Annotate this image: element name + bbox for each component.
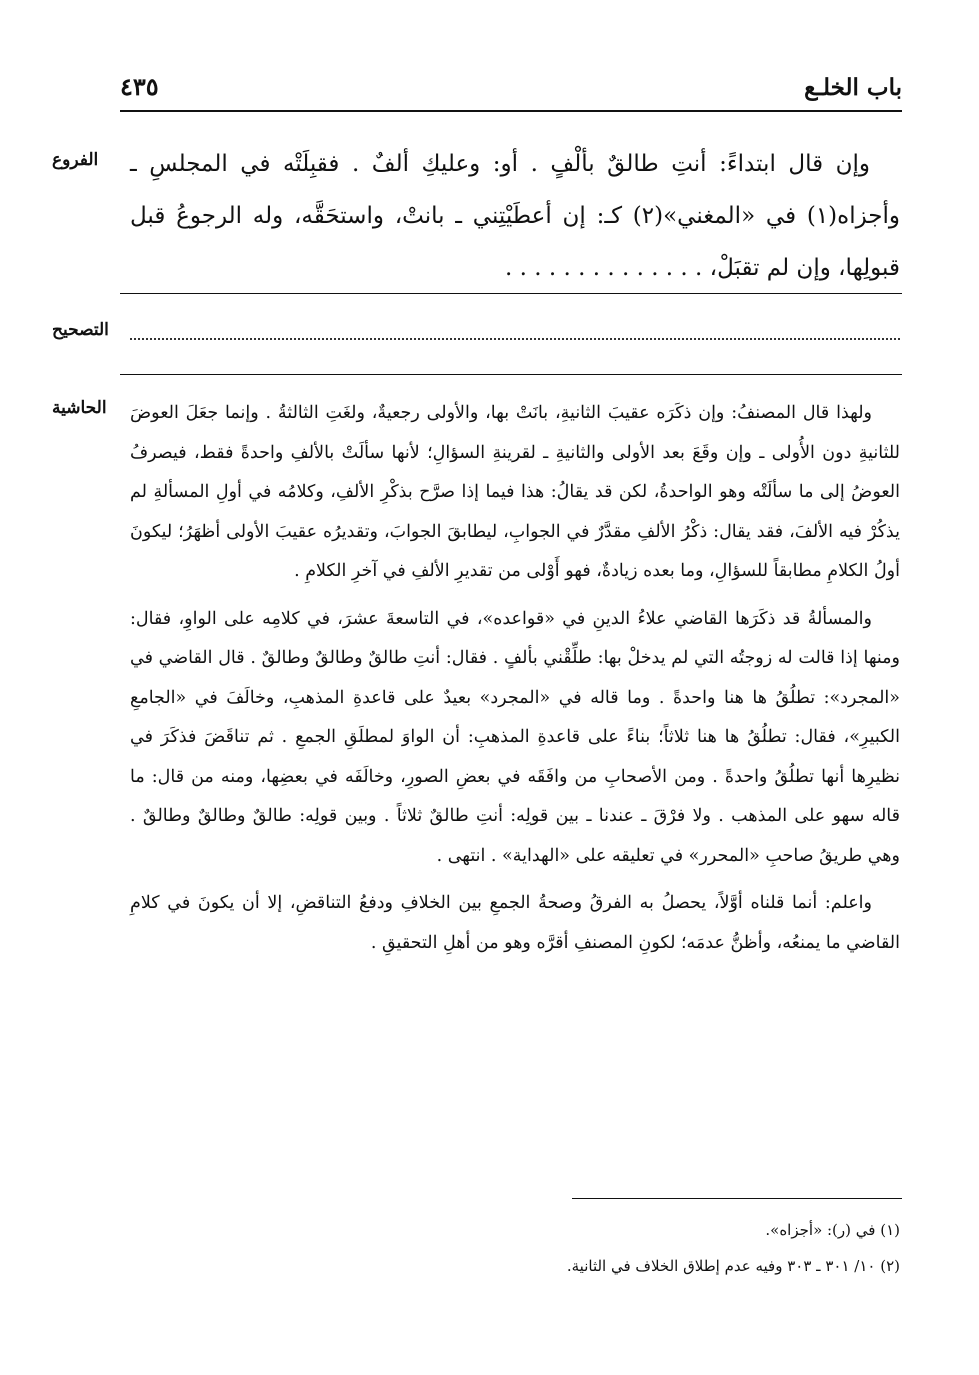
chapter-title: باب الخلـع bbox=[804, 74, 902, 101]
hashiya-paragraph: واعلم: أنما قلناه أوَّلاً، يحصلُ به الفرقُ وصحةُ الجمعِ بين الخلافِ ودفعُ التناقضِ، إلا أن يكونَ في كلامِ القاضي ما يمنعُه، وأظنُّ عدمَه؛ لكونِ المصنفِ أقرَّه وهو من أهلِ التحقيقِ . bbox=[130, 893, 900, 953]
footnote-item: (١) في (ر): «أجزاه». bbox=[765, 1221, 900, 1239]
tashih-label: التصحيح bbox=[52, 320, 109, 340]
section-divider bbox=[120, 374, 902, 375]
section-divider bbox=[120, 293, 902, 294]
furoo-text-block bbox=[130, 138, 900, 294]
running-header bbox=[120, 68, 902, 108]
page-number: ٤٣٥ bbox=[120, 72, 159, 101]
hashiya-text-block bbox=[130, 394, 900, 971]
footnotes bbox=[130, 1212, 900, 1284]
hashiya-paragraph: والمسألةُ قد ذكَرَها القاضي علاءُ الدينِ في «قواعده»، في التاسعةَ عشرَ، في كلامِه على الواوِ، فقال: ومنها إذا قالت له زوجتُه التي لم يدخلْ بها: طلِّقْني بألفٍ . فقال: أنتِ طالقٌ وطالقٌ وطالقٌ . قال القاضي في «المجرد»: تطلُقُ ها هنا واحدةً . وما قاله في «المجرد» بعيدٌ على قاعدةِ المذهبِ، وخالَفَ في «الجامعِ الكبيرِ»، فقال: تطلُقُ ها هنا ثلاثاً؛ بناءً على قاعدةِ المذهبِ: أن الواوَ لمطلَقِ الجمعِ . ثم تناقَضَ فذكَرَ في نظيرِها أنها تطلُقُ واحدةً . ومن الأصحابِ من وافَقَه في بعضِ الصورِ، وخالَفَه في بعضِها، ومنه من قال: ما قاله سهو على المذهب . ولا فرْقَ ـ عندنا ـ بين قولِه: أنتِ طالقٌ ثلاثاً . وبين قولِه: طالقٌ وطالقٌ وطالقٌ . وهي طريقُ صاحبِ «المحرر» في تعليقه على «الهداية» . انتهى . bbox=[130, 608, 900, 866]
footnote-item: (٢) ١٠/ ٣٠١ ـ ٣٠٣ وفيه عدم إطلاق الخلاف في الثانية. bbox=[566, 1257, 900, 1275]
furoo-label: الفروع bbox=[52, 150, 99, 170]
header-divider bbox=[120, 110, 902, 112]
hashiya-paragraph: ولهذا قال المصنفُ: وإن ذكَرَه عقيبَ الثانيةِ، بانَتْ بها، والأولى رجعيةٌ، ولغَتِ الثالثةُ . وإنما جعَلَ العوضَ للثانيةِ دون الأُولى ـ وإن وقَعَ بعد الأولى والثانيةِ ـ لقرينةِ السؤالِ؛ لأنها سألَتْ بالألفِ واحدةً فقط، فيصرفُ العوضُ إلى ما سألَتْه وهو الواحدةُ، لكن قد يقالُ: هذا فيما إذا صرَّح بذكْرِ الألفِ، وكلامُه في أولِ المسألةِ لم يذكُرْ فيه الألفَ، فقد يقال: ذكْرُ الألفِ مقدَّرٌ في الجوابِ، ليطابقَ الجوابَ، وتقديرُه عقيبَ الأولى أظهَرُ؛ ليكونَ أولُ الكلامِ مطابقاً للسؤالِ، وما بعده زيادةٌ، فهو أَوْلى من تقديرِ الألفِ في آخرِ الكلامِ . bbox=[130, 403, 900, 581]
tashih-dotted-line bbox=[130, 338, 900, 340]
footnote-divider bbox=[572, 1198, 902, 1199]
furoo-paragraph: وإن قال ابتداءً: أنتِ طالقٌ بألْفٍ . أو: وعليكِ ألفٌ . فقبِلَتْه في المجلسِ ـ وأجزاه(١) في «المغني»(٢) كـ: إن أعطَيْتِني ـ بانتْ، واستحَقَّه، وله الرجوعُ قبل قبولِها، وإن لم تقبَلْ، . . . . . . . . . . . . . . bbox=[130, 151, 900, 281]
hashiya-label: الحاشية bbox=[52, 398, 107, 418]
